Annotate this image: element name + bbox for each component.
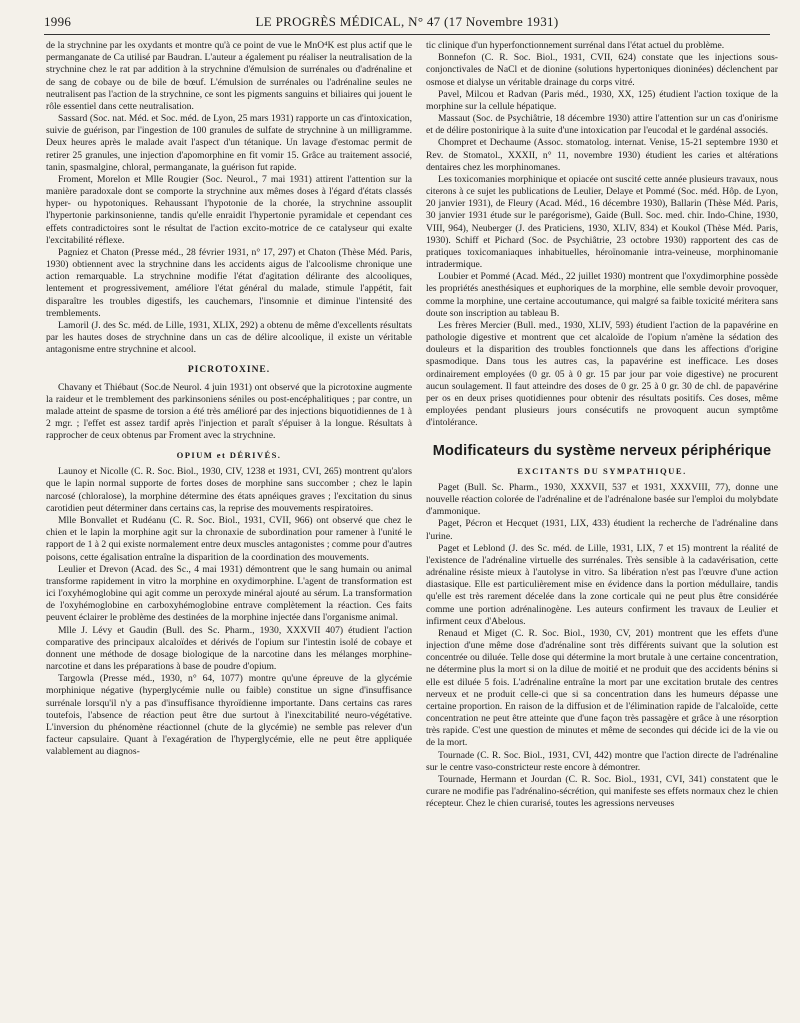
paragraph: Mlle J. Lévy et Gaudin (Bull. des Sc. Pharm., 1930, XXXVII 407) étudient l'action comparative des principaux alcaloïdes et dérivés de l'opium sur l'intestin isolé de cobaye et donnent une méthode de dosage biologique de la narcotine dans les mélanges morphine-narcotine et dans les préparations à base de poudre d'opium. (46, 624, 412, 673)
paragraph: Leulier et Drevon (Acad. des Sc., 4 mai 1931) démontrent que le sang humain ou animal transforme rapidement in vitro la morphine en oxydimorphine. L'agent de transformation est ici l'oxyhémoglobine qui agit comme un peroxyde minéral ajouté au sérum. La transformation de l'oxyhémoglobine en carboxyhémoglobine entrave complètement la réaction. Ces faits peuvent éclairer le problème des destinées de la morphine injectée dans l'organisme animal. (46, 563, 412, 624)
paragraph: Targowla (Presse méd., 1930, n° 64, 1077) montre qu'une épreuve de la glycémie morphinique négative (hyperglycémie nulle ou faible) constitue un signe d'insuffisance surrénale lorsqu'il n'y a pas d'insuffisance thyroïdienne importante. Dans certains cas rares toutefois, l'absence de réaction peut être due surtout à l'inexcitabilité neuro-végétative. L'inversion du phénomène réactionnel (chute de la glycémie) ne semble pas relever d'un facteur capsulaire. Quant à l'exagération de l'hyperglycémie, elle ne peut être appliquée valablement au diagnos- (46, 673, 412, 758)
paragraph: Les frères Mercier (Bull. med., 1930, XLIV, 593) étudient l'action de la papavérine en pathologie digestive et montrent que cet alcaloïde de l'opium n'amène la sédation des douleurs et la disparition des troubles fonctionnels que dans les affections d'origine spasmodique. Dans tous les autres cas, la papavérine est inefficace. Les doses ordinairement employées (0 gr. 05 à 0 gr. 15 par jour par voie digestive) ne procurent aucun soulagement. Il faut atteindre des doses de 0 gr. 25 à 0 gr. 30 de chl. de papavérine per os en deux prises quotidiennes pour obtenir des résultats positifs. Ces doses, même employées pendant plusieurs jours consécutifs ne provoquent aucun symptôme d'intolérance. (426, 319, 778, 429)
paragraph: Sassard (Soc. nat. Méd. et Soc. méd. de Lyon, 25 mars 1931) rapporte un cas d'intoxication, suivie de guérison, par l'ingestion de 100 granules de sulfate de strychnine à un milligramme. Deux heures après le malade avait l'aspect d'un tétanique. Un lavage d'estomac permit de retirer 25 granules, une injection d'apomorphine en fit vomir 15. Grâce au traitement associé, tanin, spasmalgine, chloral, permanganate, la guérison fut rapide. (46, 113, 412, 173)
paragraph: Chavany et Thiébaut (Soc.de Neurol. 4 juin 1931) ont observé que la picrotoxine augmente la raideur et le tremblement des parkinsoniens séniles ou post-encéphalitiques ; par contre, un malade atteint de spasme de torsion a été très amélioré par des injections biquotidiennes de 1 à 2 mgr. ; l'effet est assez tardif après l'injection et paraît s'épuiser à la longue. Résultats à rapprocher de ceux obtenus par Froment avec la strychnine. (46, 381, 412, 442)
subsection-heading: EXCITANTS DU SYMPATHIQUE. (517, 465, 687, 476)
paragraph: de la strychnine par les oxydants et montre qu'à ce point de vue le MnO⁴K est plus actif que le permanganate de Ca utilisé par Baudran. L'auteur a également pu réaliser la neutralisation de la strychnine chez le rat par addition à la strychnine d'émulsion de surrénales ou d'adrénaline et de sang de cobaye ou de bile de bœuf. L'émulsion de surrénales ou l'adrénaline seules ne neutralisent pas l'action de la strychnine, ce sont les pigments sanguins et biliaires qui jouent le rôle essentiel dans cette neutralisation. (46, 40, 412, 112)
paragraph: Paget et Leblond (J. des Sc. méd. de Lille, 1931, LIX, 7 et 15) montrent la réalité de l'existence de l'adrénaline virtuelle des surrénales. Très sensible à la cadavérisation, cette adrénaline résiste mieux à l'autolyse in vitro. Sa libération n'est pas l'œuvre d'une action diastasique. Elle est particulièrement mise en évidence dans la portion médullaire, tandis qu'elle est très rarement décelée dans la zone corticale qui ne peut plus être considérée comme une portion adrénalinogène. Les auteurs confirment les travaux de Leulier et infirment ceux d'Abelous. (426, 542, 778, 627)
page-number: 1996 (44, 14, 72, 29)
paragraph: Tournade (C. R. Soc. Biol., 1931, CVI, 442) montre que l'action directe de l'adrénaline sur le centre vaso-constricteur reste encore à démontrer. (426, 749, 778, 773)
paragraph: Pagniez et Chaton (Presse méd., 28 février 1931, n° 17, 297) et Chaton (Thèse Méd. Paris, 1930) obtiennent avec la strychnine dans les accidents aigus de l'alcoolisme chronique une action remarquable. La strychnine modifie l'état d'agitation délirante des alcooliques, lentement et progressivement, améliore l'état général du malade, stimule l'appétit, fait disparaître les troubles digestifs, les cauchemars, l'insomnie et diminue l'intensité des tremblements. (46, 246, 412, 319)
page-header (44, 14, 770, 32)
section-heading-opium: OPIUM et DÉRIVÉS. (176, 450, 282, 461)
paragraph: Chompret et Dechaume (Assoc. stomatolog. internat. Venise, 15-21 septembre 1930 et Rev. de Stomatol., XXXII, n° 11, novembre 1930) étudient les caries et altérations dentaires chez les morphinomanes. (426, 137, 778, 173)
paragraph: Les toxicomanies morphinique et opiacée ont suscité cette année plusieurs travaux, nous citerons à ce sujet les publications de Leulier, Delaye et Pommé (Soc. méd. Hôp. de Lyon, 20 janvier 1931), de Fleury (Acad. Méd., 16 décembre 1930), Ballarin (Thèse Méd. Paris, 30 janvier 1931 étude sur le parégorisme), Gaide (Bull. Soc. med. chir. Indo-Chine, 1930, VIII, 964), Neuberger (J. des Praticiens, 1930, XLIV, 834) et Koukol (Thèse Méd. Paris, 1930). Schiff et Pichard (Soc. de Psychiâtrie, 23 octobre 1930) rapportent des cas de pratiques toxicomaniaques inhabituelles, héroïnomanie intra-veineuse, morphinomanie intradermique. (426, 173, 778, 271)
paragraph: Loubier et Pommé (Acad. Méd., 22 juillet 1930) montrent que l'oxydimorphine possède les propriétés anesthésiques et euphoriques de la morphine, elle semble devoir provoquer, comme la morphine, une certaine accoutumance, qui malgré sa faible toxicité méritera sans doute son inscription au tableau B. (426, 271, 778, 319)
paragraph: Renaud et Miget (C. R. Soc. Biol., 1930, CV, 201) montrent que les effets d'une injection d'une même dose d'adrénaline sont très différents suivant que la solution est concentrée ou diluée. Telle dose qui détermine la mort brutale à une certaine concentration, ne détermine plus la mort si on la dilue de moitié et ne produit que des accidents bénins si elle est diluée 5 fois. L'adrénaline entraîne la mort par une excitation brutale des centres nerveux et ne produit celle-ci que si sa concentration dans les humeurs dépasse une certaine proportion. En raison de la diffusion et de l'élimination rapide de l'alcaloïde, cette concentration ne peut être atteinte que d'une façon très passagère et grâce à une résorption très rapide. C'est une question de minutes et même de secondes qui décide ici de la vie ou de la mort. (426, 627, 778, 749)
journal-title: LE PROGRÈS MÉDICAL, N° 47 (17 Novembre 1931) (255, 14, 559, 29)
paragraph: Froment, Morelon et Mlle Rougier (Soc. Neurol., 7 mai 1931) attirent l'attention sur la manière paradoxale dont se comporte la strychnine aux mêmes doses à l'égard d'états classés hyper- ou hypotoniques. Rehaussant l'hypotonie de la chorée, la strychnine assouplit l'hypertonie parkinsonienne, tandis qu'elle enraidit l'hypertonie pyramidale et cependant ces effets contradictoires sont le résultat de l'action excito-motrice de ce catalyseur qui exalte l'excitabilité réflexe. (46, 173, 412, 246)
paragraph: Bonnefon (C. R. Soc. Biol., 1931, CVII, 624) constate que les injections sous-conjonctivales de NaCl et de dionine (solutions hypertoniques dioninées) déclenchent par osmose et dialyse un véritable drainage du corps vitré. (426, 52, 778, 88)
paragraph: Mlle Bonvallet et Rudéanu (C. R. Soc. Biol., 1931, CVII, 966) ont observé que chez le chien et le lapin la morphine agit sur la chronaxie de subordination pour ramener à l'unité le rapport de 1 à 2 qui existe normalement entre deux muscles antagonistes ; comme pour d'autres poisons, cette égalisation entraîne la disparition de la coordination des mouvements. (46, 514, 412, 563)
paragraph: Paget, Pécron et Hecquet (1931, LIX, 433) étudient la recherche de l'adrénaline dans l'urine. (426, 518, 778, 542)
chapter-heading: Modificateurs du système nerveux périphérique (432, 442, 772, 459)
paragraph: Massaut (Soc. de Psychiâtrie, 18 décembre 1930) attire l'attention sur un cas d'onirisme et de délire postonirique à la suite d'une intoxication par l'eucodal et le gardénal associés. (426, 113, 778, 137)
paragraph: Lamoril (J. des Sc. méd. de Lille, 1931, XLIX, 292) a obtenu de même d'excellents résultats par les hautes doses de strychnine dans un cas de délire alcoolique, il existe un véritable antagonisme entre strychnine et alcool. (46, 319, 412, 356)
paragraph: Paget (Bull. Sc. Pharm., 1930, XXXVII, 537 et 1931, XXXVIII, 77), donne une nouvelle réaction colorée de l'adrénaline et de l'adrénalone basée sur l'emploi du molybdate d'ammonique. (426, 481, 778, 518)
paragraph: Tournade, Hermann et Jourdan (C. R. Soc. Biol., 1931, CVI, 341) constatent que le curare ne modifie pas l'adrénalino-sécrétion, qui manifeste ses effets normaux chez le chien récepteur. Chez le chien curarisé, toutes les agressions nerveuses (426, 773, 778, 810)
section-heading-picrotoxine: PICROTOXINE. (187, 365, 271, 376)
left-column (46, 40, 412, 1017)
paragraph: Launoy et Nicolle (C. R. Soc. Biol., 1930, CIV, 1238 et 1931, CVI, 265) montrent qu'alors que le lapin normal supporte de fortes doses de morphine sans succomber ; chez le lapin narcosé (chloralose), la morphine détermine des états apnéiques graves ; l'excitation du sinus carotidien peut déterminer dans certains cas, la reprise des mouvements respiratoires. (46, 466, 412, 514)
paragraph: Pavel, Milcou et Radvan (Paris méd., 1930, XX, 125) étudient l'action toxique de la morphine sur la cellule hépatique. (426, 88, 778, 112)
right-column (426, 40, 778, 1017)
paragraph: tic clinique d'un hyperfonctionnement surrénal dans l'état actuel du problème. (426, 40, 725, 51)
header-rule (44, 34, 770, 35)
